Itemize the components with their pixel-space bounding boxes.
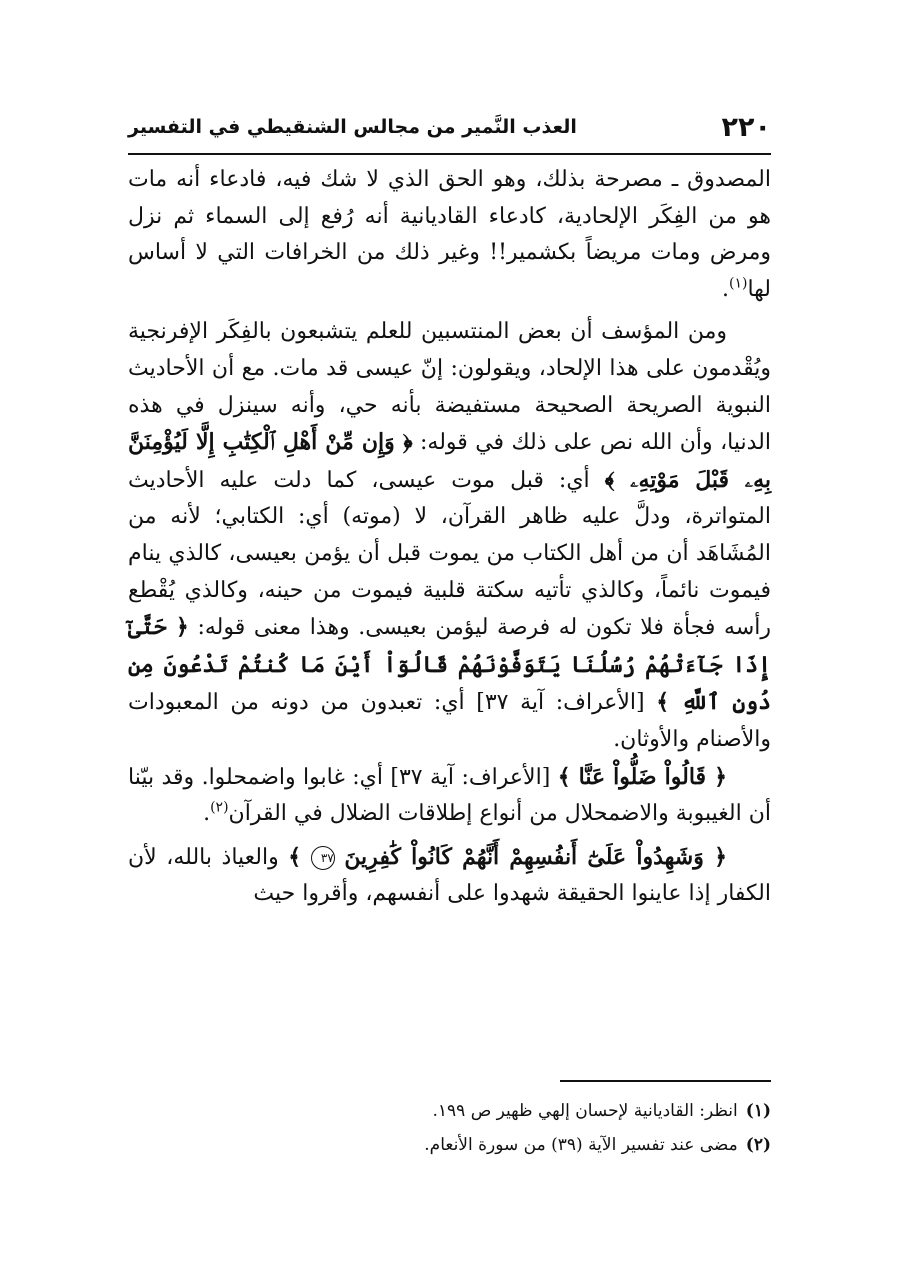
ayah-number-mark: ٣٧ [311,846,335,870]
quran-verse-1: ﴿ وَإِن مِّنْ أَهْلِ ٱلْكِتَٰبِ إِلَّا لَيُؤْمِنَنَّ بِهِۦ قَبْلَ مَوْتِهِۦ ﴾ [128,429,771,493]
paragraph-2-text-a: ومن المؤسف أن بعض المنتسبين للعلم يتشبعون بالفِكَر الإفرنجية ويُقْدمون على هذا الإلحاد، ويقولون: إنّ عيسى قد مات. مع أن الأحاديث النبوية الصريحة الصحيحة مستفيضة بأنه حي، وأنه سينزل في هذه الدنيا، وأن الله نص على ذلك في قوله: [128,319,771,456]
footnote-ref-1: (١) [728,275,748,292]
quran-verse-2: ﴿ حَتَّىٰٓ إِذَا جَآءَتْهُمْ رُسُلُنَا يَتَوَفَّوْنَهُمْ قَالُوٓاْ أَيْنَ مَا كُنتُمْ تَدْعُونَ مِن دُونِ ٱللَّهِ ﴾ [128,614,771,716]
paragraph-4-text: والعياذ بالله، لأن الكفار إذا عاينوا الحقيقة شهدوا على أنفسهم، وأقروا حيث [128,844,771,907]
paragraph-3-text: [الأعراف: آية ٣٧] أي: غابوا واضمحلوا. وقد بيّنا أن الغيبوبة والاضمحلال من أنواع إطلاقات الضلال في القرآن [128,764,771,827]
page-number: ٢٢٠ [721,112,771,143]
paragraph-2-text-b: أي: قبل موت عيسى، كما دلت عليه الأحاديث المتواترة، ودلَّ عليه ظاهر القرآن، لا (موته) أي: الكتابي؛ لأنه من المُشَاهَد أن من أهل الكتاب من يموت قبل أن يؤمن بعيسى، كالذي ينام فيموت نائماً، وكالذي تأتيه سكتة قلبية فيموت من حينه، وكالذي يُقْطع رأسه فجأة فلا تكون له فرصة ليؤمن بعيسى. وهذا معنى قوله: [128,467,771,641]
footnote-2 [128,1128,771,1162]
paragraph-1-text: المصدوق ـ مصرحة بذلك، وهو الحق الذي لا شك فيه، فادعاء أنه مات هو من الفِكَر الإلحادية، كادعاء القاديانية أنه رُفع إلى السماء ثم نزل ومرض ومات مريضاً بكشمير!! وغير ذلك من الخرافات التي لا أساس لها [128,167,771,302]
paragraph-4 [128,839,771,913]
paragraph-2-text-c: [الأعراف: آية ٣٧] أي: تعبدون من دونه من المعبودات والأصنام والأوثان. [128,690,771,752]
footnote-1 [128,1094,771,1128]
header-divider [128,153,771,155]
paragraph-1-end: . [721,276,729,302]
paragraph-3-end: . [203,801,211,827]
quran-verse-3: ﴿ قَالُواْ ضَلُّواْ عَنَّا ﴾ [557,763,728,790]
paragraph-3 [128,759,771,833]
footnote-divider [560,1080,771,1082]
footnote-ref-2: (٢) [210,799,229,816]
footnote-2-text: مضى عند تفسير الآية (٣٩) من سورة الأنعام. [424,1135,738,1155]
quran-verse-4: ﴿ وَشَهِدُواْ عَلَىٰٓ أَنفُسِهِمْ أَنَّهُمْ كَانُواْ كَٰفِرِينَ [344,843,727,870]
footnotes [128,1094,771,1162]
paragraph-1 [128,162,771,308]
footnote-1-number: (١) [745,1101,771,1121]
page-header [128,112,771,152]
footnote-1-text: انظر: القاديانية لإحسان إلهي ظهير ص ١٩٩. [432,1101,738,1121]
quran-verse-4-close: ﴾ [288,843,302,870]
footnote-2-number: (٢) [745,1135,771,1155]
paragraph-2 [128,314,771,758]
main-text [128,162,771,913]
running-title: العذب النَّمير من مجالس الشنقيطي في التفسير [128,116,577,138]
